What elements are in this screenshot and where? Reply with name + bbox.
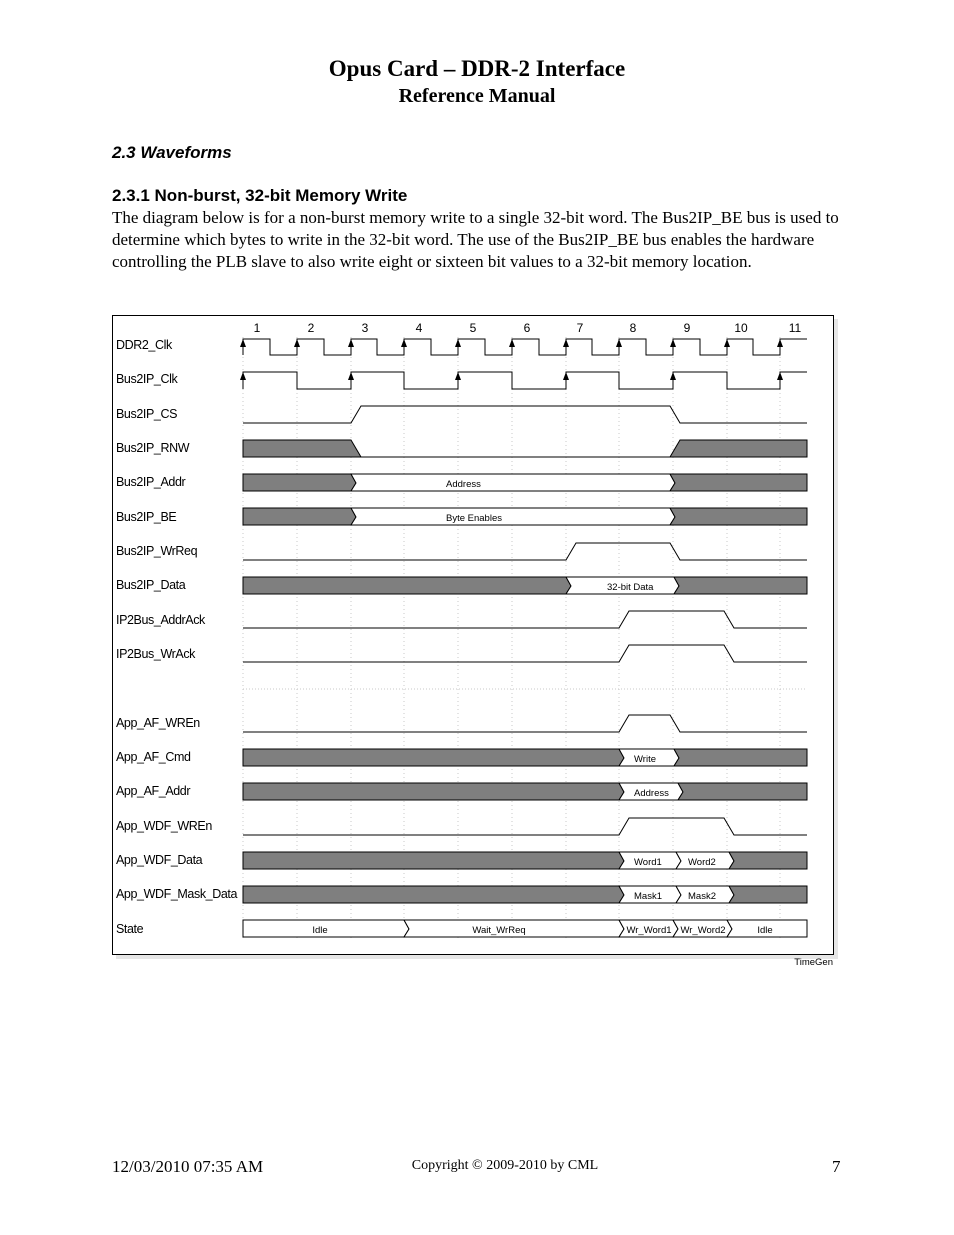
timegen-label: TimeGen	[794, 957, 833, 968]
signal-name-app-af-cmd: App_AF_Cmd	[116, 750, 191, 764]
signal-name-app-af-addr: App_AF_Addr	[116, 784, 191, 798]
signal-name-app-af-wren: App_AF_WREn	[116, 716, 200, 730]
cycle-number: 9	[683, 321, 691, 335]
cycle-number: 5	[469, 321, 477, 335]
signal-name-ddr2-clk: DDR2_Clk	[116, 338, 172, 352]
section-heading: 2.3 Waveforms	[112, 143, 232, 162]
timing-diagram	[112, 315, 838, 975]
cycle-number: 3	[361, 321, 369, 335]
app-wdf-data-word1: Word1	[634, 857, 662, 868]
signal-name-ip2bus-addrack: IP2Bus_AddrAck	[116, 613, 205, 627]
waveform-bus2ip-be	[243, 508, 807, 525]
waveform-app-af-addr	[243, 783, 807, 800]
signal-name-bus2ip-addr: Bus2IP_Addr	[116, 475, 186, 489]
footer-copyright: Copyright © 2009-2010 by CML	[411, 1158, 599, 1173]
app-af-cmd-value: Write	[634, 754, 656, 765]
state-wr-word2: Wr_Word2	[680, 925, 726, 936]
signal-name-bus2ip-be: Bus2IP_BE	[116, 510, 177, 524]
bus2ip-addr-value: Address	[446, 479, 481, 490]
cycle-number: 1	[253, 321, 261, 335]
document-subtitle: Reference Manual	[398, 85, 556, 107]
cycle-number: 8	[629, 321, 637, 335]
signal-name-bus2ip-wrreq: Bus2IP_WrReq	[116, 544, 198, 558]
app-af-addr-value: Address	[634, 788, 669, 799]
footer-date: 12/03/2010 07:35 AM	[112, 1157, 264, 1176]
signal-name-bus2ip-clk: Bus2IP_Clk	[116, 372, 178, 386]
waveform-app-wdf-mask-data	[243, 886, 807, 903]
waveform-bus2ip-addr	[243, 474, 807, 491]
cycle-number: 7	[576, 321, 584, 335]
signal-name-state: State	[116, 922, 144, 936]
cycle-number: 10	[734, 321, 748, 335]
bus2ip-data-value: 32-bit Data	[607, 582, 654, 593]
waveform-app-wdf-data	[243, 852, 807, 869]
signal-name-app-wdf-wren: App_WDF_WREn	[116, 819, 212, 833]
cycle-number: 4	[415, 321, 423, 335]
cycle-number: 11	[788, 321, 802, 335]
document-title: Opus Card – DDR-2 Interface	[328, 56, 626, 81]
subsection-heading: 2.3.1 Non-burst, 32-bit Memory Write	[112, 186, 408, 205]
signal-name-app-wdf-data: App_WDF_Data	[116, 853, 203, 867]
signal-name-bus2ip-rnw: Bus2IP_RNW	[116, 441, 190, 455]
cycle-number: 2	[307, 321, 315, 335]
signal-name-bus2ip-data: Bus2IP_Data	[116, 578, 186, 592]
app-wdf-mask-data-mask2: Mask2	[688, 891, 716, 902]
state-wait-wrreq: Wait_WrReq	[472, 925, 526, 936]
app-wdf-mask-data-mask1: Mask1	[634, 891, 662, 902]
signal-name-bus2ip-cs: Bus2IP_CS	[116, 407, 178, 421]
bus2ip-be-value: Byte Enables	[446, 513, 502, 524]
page-number: 7	[832, 1157, 841, 1176]
waveform-bus2ip-data	[243, 577, 807, 594]
state-wr-word1: Wr_Word1	[626, 925, 672, 936]
cycle-number: 6	[523, 321, 531, 335]
signal-name-app-wdf-mask-data: App_WDF_Mask_Data	[116, 887, 238, 901]
state-idle-2: Idle	[757, 925, 773, 936]
app-wdf-data-word2: Word2	[688, 857, 716, 868]
body-paragraph: The diagram below is for a non-burst memory write to a single 32-bit word. The Bus2IP_BE bus is used to determine which bytes to write in the 32-bit word. The use of the Bus2IP_BE bus enables the hardware controlling the PLB slave to also write eight or sixteen bit values to a 32-bit memory location.	[112, 208, 839, 271]
waveform-app-af-cmd	[243, 749, 807, 766]
signal-name-ip2bus-wrack: IP2Bus_WrAck	[116, 647, 196, 661]
state-idle: Idle	[312, 925, 328, 936]
